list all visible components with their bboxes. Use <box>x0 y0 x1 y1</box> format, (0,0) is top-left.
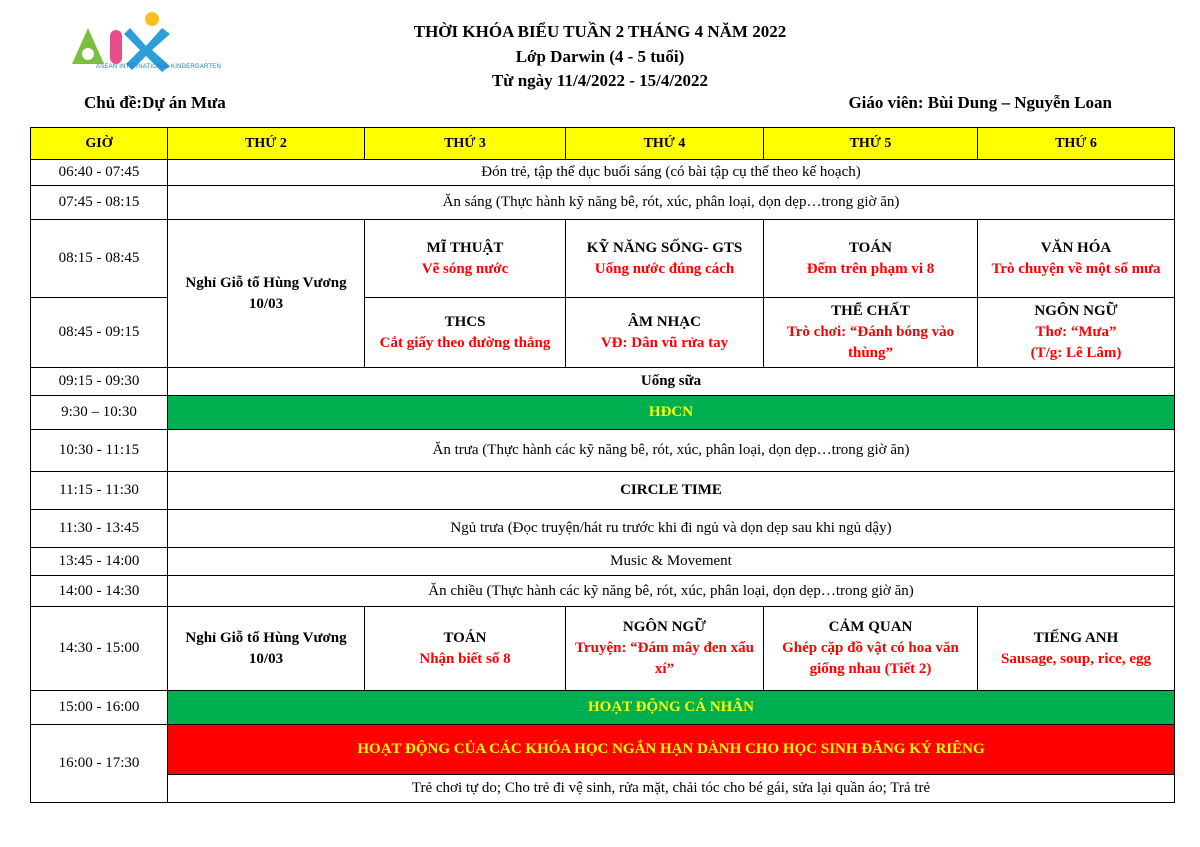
teacher-label: Giáo viên: Bùi Dung – Nguyễn Loan <box>848 93 1112 112</box>
lesson-content: Nhận biết số 8 <box>419 650 511 667</box>
table-row <box>31 472 1175 510</box>
lesson-content: Uống nước đúng cách <box>594 260 735 277</box>
time-cell: 14:00 - 14:30 <box>31 576 168 607</box>
lesson-content: Đếm trên phạm vi 8 <box>806 260 935 277</box>
lesson-content: VĐ: Dân vũ rửa tay <box>600 334 729 351</box>
time-cell: 07:45 - 08:15 <box>31 186 168 220</box>
holiday-cell: Nghỉ Giỗ tổ Hùng Vương 10/03 <box>168 220 365 368</box>
activity-cell: Uống sữa <box>168 368 1175 396</box>
lesson-subject: ÂM NHẠC <box>628 313 701 330</box>
hdcn-cell: HĐCN <box>168 396 1175 430</box>
lesson-cell <box>978 607 1175 691</box>
table-row <box>31 160 1175 186</box>
lesson-cell <box>978 220 1175 298</box>
table-row <box>31 607 1175 691</box>
table-row <box>31 775 1175 803</box>
column-header-wed: THỨ 4 <box>566 128 764 160</box>
activity-cell: Ngủ trưa (Đọc truyện/hát ru trước khi đi ngủ và dọn dẹp sau khi ngủ dậy) <box>168 510 1175 548</box>
lesson-cell <box>764 298 978 368</box>
column-header-thu: THỨ 5 <box>764 128 978 160</box>
lesson-cell <box>764 220 978 298</box>
lesson-subject: TOÁN <box>443 629 487 646</box>
lesson-subject: TOÁN <box>848 239 893 256</box>
activity-cell: Music & Movement <box>168 548 1175 576</box>
column-header-time: GIỜ <box>31 128 168 160</box>
lesson-content: Vẽ sóng nước <box>421 260 509 277</box>
lesson-subject: NGÔN NGỮ <box>1034 303 1118 319</box>
activity-cell: Ăn chiều (Thực hành các kỹ năng bê, rót, xúc, phân loại, dọn dẹp…trong giờ ăn) <box>168 576 1175 607</box>
table-row <box>31 576 1175 607</box>
time-cell: 13:45 - 14:00 <box>31 548 168 576</box>
activity-cell: Trẻ chơi tự do; Cho trẻ đi vệ sinh, rửa mặt, chải tóc cho bé gái, sửa lại quần áo; Trả trẻ <box>168 775 1175 803</box>
time-cell: 10:30 - 11:15 <box>31 430 168 472</box>
table-row <box>31 430 1175 472</box>
personal-activity-cell: HOẠT ĐỘNG CÁ NHÂN <box>168 691 1175 725</box>
lesson-subject: THỂ CHẤT <box>831 303 910 319</box>
lesson-cell <box>764 607 978 691</box>
lesson-subject: CẢM QUAN <box>828 619 913 635</box>
time-cell: 9:30 – 10:30 <box>31 396 168 430</box>
table-row <box>31 368 1175 396</box>
lesson-cell <box>365 298 566 368</box>
activity-cell: Ăn sáng (Thực hành kỹ năng bê, rót, xúc, phân loại, dọn dẹp…trong giờ ăn) <box>168 186 1175 220</box>
activity-cell: Ăn trưa (Thực hành các kỹ năng bê, rót, xúc, phân loại, dọn dẹp…trong giờ ăn) <box>168 430 1175 472</box>
table-row <box>31 691 1175 725</box>
class-name: Lớp Darwin (4 - 5 tuổi) <box>515 47 685 66</box>
lesson-subject: VĂN HÓA <box>1040 239 1112 256</box>
time-cell: 14:30 - 15:00 <box>31 607 168 691</box>
lesson-cell <box>365 220 566 298</box>
lesson-content: Cắt giấy theo đường thẳng <box>379 334 551 351</box>
lesson-author: (T/g: Lê Lâm) <box>1030 345 1122 361</box>
time-cell: 08:15 - 08:45 <box>31 220 168 298</box>
logo-subtitle: ASEAN INTERNATIONAL KINDERGARTEN <box>96 64 221 70</box>
lesson-content: Sausage, soup, rice, egg <box>1001 650 1151 667</box>
time-cell: 15:00 - 16:00 <box>31 691 168 725</box>
column-header-tue: THỨ 3 <box>365 128 566 160</box>
lesson-subject: TIẾNG ANH <box>1033 629 1119 646</box>
lesson-subject: NGÔN NGỮ <box>622 619 707 635</box>
table-row <box>31 510 1175 548</box>
lesson-content: Truyện: “Đám mây đen xấu xí” <box>575 640 754 677</box>
header-row <box>31 128 1175 160</box>
table-row <box>31 220 1175 298</box>
activity-cell: Đón trẻ, tập thể dục buổi sáng (có bài tập cụ thể theo kế hoạch) <box>168 160 1175 186</box>
lesson-cell <box>566 298 764 368</box>
time-cell: 08:45 - 09:15 <box>31 298 168 368</box>
table-row <box>31 725 1175 775</box>
lesson-cell <box>566 607 764 691</box>
courses-cell: HOẠT ĐỘNG CỦA CÁC KHÓA HỌC NGẮN HẠN DÀNH CHO HỌC SINH ĐĂNG KÝ RIÊNG <box>168 725 1175 775</box>
topic-label: Chủ đề:Dự án Mưa <box>84 93 226 112</box>
lesson-cell <box>365 607 566 691</box>
lesson-content: Ghép cặp đồ vật có hoa văn giống nhau (Tiết 2) <box>782 640 959 677</box>
lesson-subject: MĨ THUẬT <box>426 239 504 256</box>
schedule-title: THỜI KHÓA BIỂU TUẦN 2 THÁNG 4 NĂM 2022 <box>413 22 787 41</box>
table-row <box>31 548 1175 576</box>
lesson-cell <box>566 220 764 298</box>
lesson-subject: THCS <box>444 313 486 330</box>
time-cell: 09:15 - 09:30 <box>31 368 168 396</box>
column-header-mon: THỨ 2 <box>168 128 365 160</box>
lesson-content: Thơ: “Mưa” <box>1035 324 1117 340</box>
activity-cell: CIRCLE TIME <box>168 472 1175 510</box>
date-range: Từ ngày 11/4/2022 - 15/4/2022 <box>491 71 709 90</box>
time-cell: 06:40 - 07:45 <box>31 160 168 186</box>
holiday-cell: Nghỉ Giỗ tổ Hùng Vương 10/03 <box>168 607 365 691</box>
lesson-content: Trò chuyện về một số mưa <box>991 260 1161 277</box>
column-header-fri: THỨ 6 <box>978 128 1175 160</box>
lesson-cell <box>978 298 1175 368</box>
table-row <box>31 186 1175 220</box>
time-cell: 11:15 - 11:30 <box>31 472 168 510</box>
lesson-content: Trò chơi: “Đánh bóng vào thùng” <box>786 324 955 361</box>
table-row <box>31 396 1175 430</box>
timetable <box>30 127 1175 803</box>
lesson-subject: KỸ NĂNG SỐNG- GTS <box>586 239 743 256</box>
time-cell: 11:30 - 13:45 <box>31 510 168 548</box>
time-cell: 16:00 - 17:30 <box>31 725 168 803</box>
